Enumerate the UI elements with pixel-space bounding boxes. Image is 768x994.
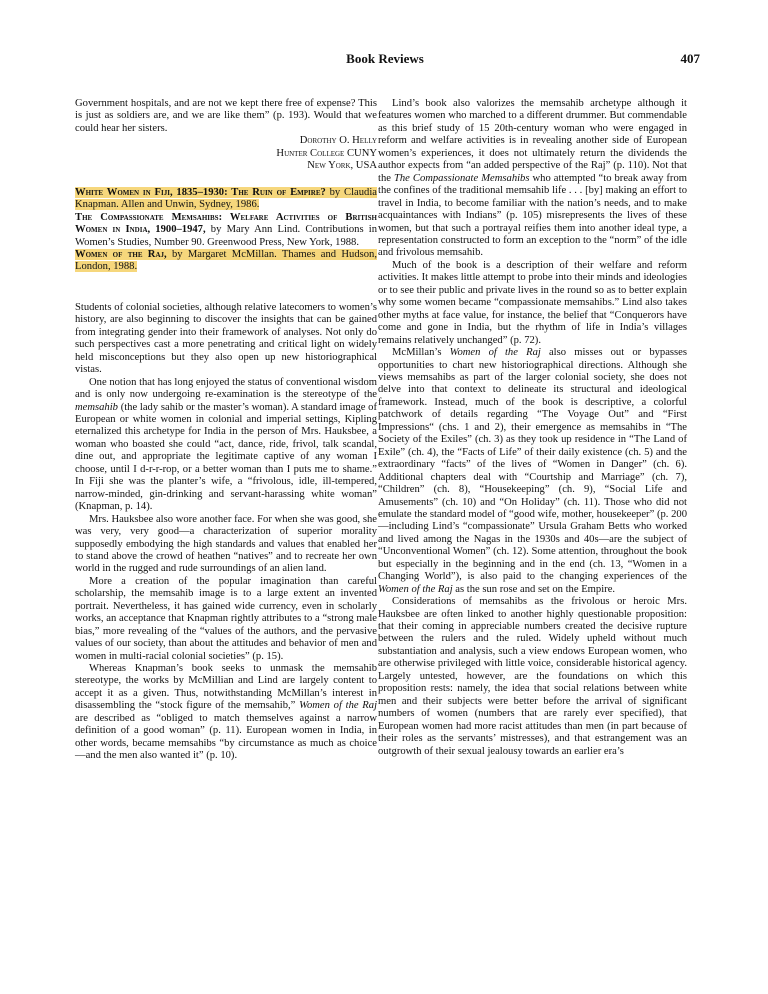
right-column	[378, 98, 687, 758]
paragraph: Whereas Knapman’s book seeks to unmask the memsahib stereotype, the works by McMillian and Lind are largely content to accept it as a given. Thus, notwithstanding McMillan’s interest in disassembling the “stock figure of the memsahib,” Women of the Raj are described as “obliged to match themselves against a narrow definition of a good woman” (p. 11). European women in India, in other words, became memsahibs “by circumstance as much as choice—and the men also wanted it” (p. 10).	[75, 663, 378, 762]
book-details: by Margaret McMillan. Thames and Hudson, London, 1988.	[75, 248, 377, 273]
reviewer-institution: Hunter College CUNY	[276, 147, 377, 159]
paragraph: Much of the book is a description of their welfare and reform activities. It makes little attempt to probe into their minds and ideologies or to see their public and private lives in the round so as to better explain why some women became “compassionate memsahibs.” Lind also takes other myths at face value, for instance, the belief that “Conquerors have come and gone in India, but the rhythm of life in India’s villages remains relatively unchanged” (p. 72).	[378, 259, 687, 346]
paragraph: McMillan’s Women of the Raj also misses out or bypasses opportunities to chart new historiographical directions. Although she views memsahibs as part of the larger colonial society, she does not delve into that context to delineate its structural and ideological framework. Instead, much of the book is descriptive, a colorful patchwork of details regarding “The Voyage Out” and “First Impressions“ (chs. 1 and 2), their emergence as memsahibs in “The Society of the Exiles” (ch. 3) as they took up residence in “The Land of Exile” (ch. 4), the “Facts of Life” of their daily existence (ch. 5) and the extraordinary “facts” of the lives of “Women in Danger” (ch. 6). Additional chapters deal with “Courtship and Marriage” (ch. 7), “Children” (ch. 8), “Housekeeping” (ch. 9), “Social Life and Amusements” (ch. 10) and “On Holiday” (ch. 11). Those who did not emulate the standard model of “good wife, mother, housekeeper” (p. 200—including Lind’s “compassionate” Ursula Graham Betts who worked and lived among the Nagas in the 1930s and 40s—are the subject of “Unconventional Women” (ch. 12). Some attention, throughout the book but especially in the beginning and in the end (ch. 13, “Women in a Changing World”), is also paid to the changing experiences of the Women of the Raj as the sun rose and set on the Empire.	[378, 347, 687, 595]
paragraph: One notion that has long enjoyed the status of conventional wisdom and is only now undergoing re-examination is the stereotype of the memsahib (the lady sahib or the master’s woman). A standard image of European or white women in colonial and imperial settings, Kipling eternalized this archetype for India in the person of Mrs. Hauksbee, a woman who boasted she could “act, dance, ride, frivol, talk scandal, dine out, and appropriate the legitimate captive of any woman I choose, until I d-r-r-rop, or a better woman than I puts me to shame.” In Fiji she was the planter’s wife, a “frivolous, idle, ill-tempered, narrow-minded, gin-drinking and servant-harassing white woman” (Knapman, p. 14).	[75, 376, 377, 513]
paragraph: Mrs. Hauksbee also wore another face. For when she was good, she was very, very good—a characterization of superior morality supposedly embodying the high standards and values that enabled her to stand above the crowd of heathen “natives” and to recreate her own world in the rugged and rude surroundings of an alien land.	[75, 513, 377, 575]
left-column	[75, 98, 377, 763]
highlight	[75, 249, 377, 272]
paragraph: Students of colonial societies, although relative latecomers to women’s history, are also beginning to discover the insights that can be gained from integrating gender into their framework of analyses. Not only do such perspectives cast a more penetrating and critical light on widely held misconceptions but they also open up new historiographical vistas.	[75, 301, 377, 376]
highlight	[75, 187, 377, 210]
page-number: 407	[680, 51, 700, 66]
book-reference	[75, 212, 377, 249]
book-title: White Women in Fiji, 1835–1930: The Ruin of Empire?	[75, 186, 326, 198]
book-details: by Mary Ann Lind. Contributions in Women’s Studies, Number 90. Greenwood Press, New York, 1988.	[75, 224, 378, 248]
book-title: Women of the Raj,	[75, 248, 167, 260]
book-title: The Compassionate Memsahibs: Welfare Activities of British Women in India, 1900–1947,	[75, 211, 377, 236]
paragraph: Lind’s book also valorizes the memsahib archetype although it features women who marched to a different drummer. But commendable as this brief study of 15 20th-century woman who were engaged in reform and welfare activities is in revealing another side of European women’s experiences, it does not ultimately return the dividends the author expects from “an added perspective of the Raj” (p. 110). Not that the The Compassionate Memsahibs who attempted “to break away from the confines of the traditional memsahib life . . . [by] making an effort to travel in India, to become familiar with the nation’s needs, and to make acquaintances with Indians” (p. 105) misrepresents the lives of these women, but that such a portrayal reifies them into another ideal type, a representation constructed to form an exception to the “norm” of the idle and frivolous memsahib.	[378, 98, 687, 259]
reviewer-name: Dorothy O. Helly	[299, 135, 377, 147]
book-reference	[75, 187, 377, 212]
paragraph: Considerations of memsahibs as the frivolous or heroic Mrs. Hauksbee are often linked to another highly questionable proposition: that their coming in appreciable numbers created the decisive rupture between the rulers and the ruled. Widely upheld without much substantiation and analysis, such a view endows European women, who are otherwise privileged with little voice, considerable historical agency. Largely untested, however, are the foundations on which this proposition rests: namely, the idea that social relations between white men and their subjects were better before the arrival of significant numbers of women (numbers that are rarely ever specified), that European women had more racist attitudes than men (in part because of their roles as the servants’ mistresses), and that estrangement was an outgrowth of their sexual jealousy towards an earlier era’s	[378, 596, 687, 757]
book-reference	[75, 249, 377, 274]
reviewer-signature	[75, 135, 377, 172]
book-details: by Claudia Knapman. Allen and Unwin, Sydney, 1986.	[75, 186, 378, 211]
reviewer-location: New York, USA	[307, 160, 377, 172]
running-head-title: Book Reviews	[346, 51, 424, 66]
paragraph: More a creation of the popular imagination than careful scholarship, the memsahib image is to a large extent an invented portrait. Nevertheless, it has gained wide currency, even in scholarly works, an acceptance that Knapman rightly attributes to a “strong male bias,” more revealing of the “values of the authors, and the pervasive values of our society, than about the attitudes and behavior of men and women in multi-racial colonial societies” (p. 15).	[75, 575, 377, 662]
running-head	[70, 51, 700, 67]
paragraph-closing: Government hospitals, and are not we kept there free of expense? This is just as soldiers are, and we are like them” (p. 193). Would that we could hear her sisters.	[75, 98, 377, 134]
